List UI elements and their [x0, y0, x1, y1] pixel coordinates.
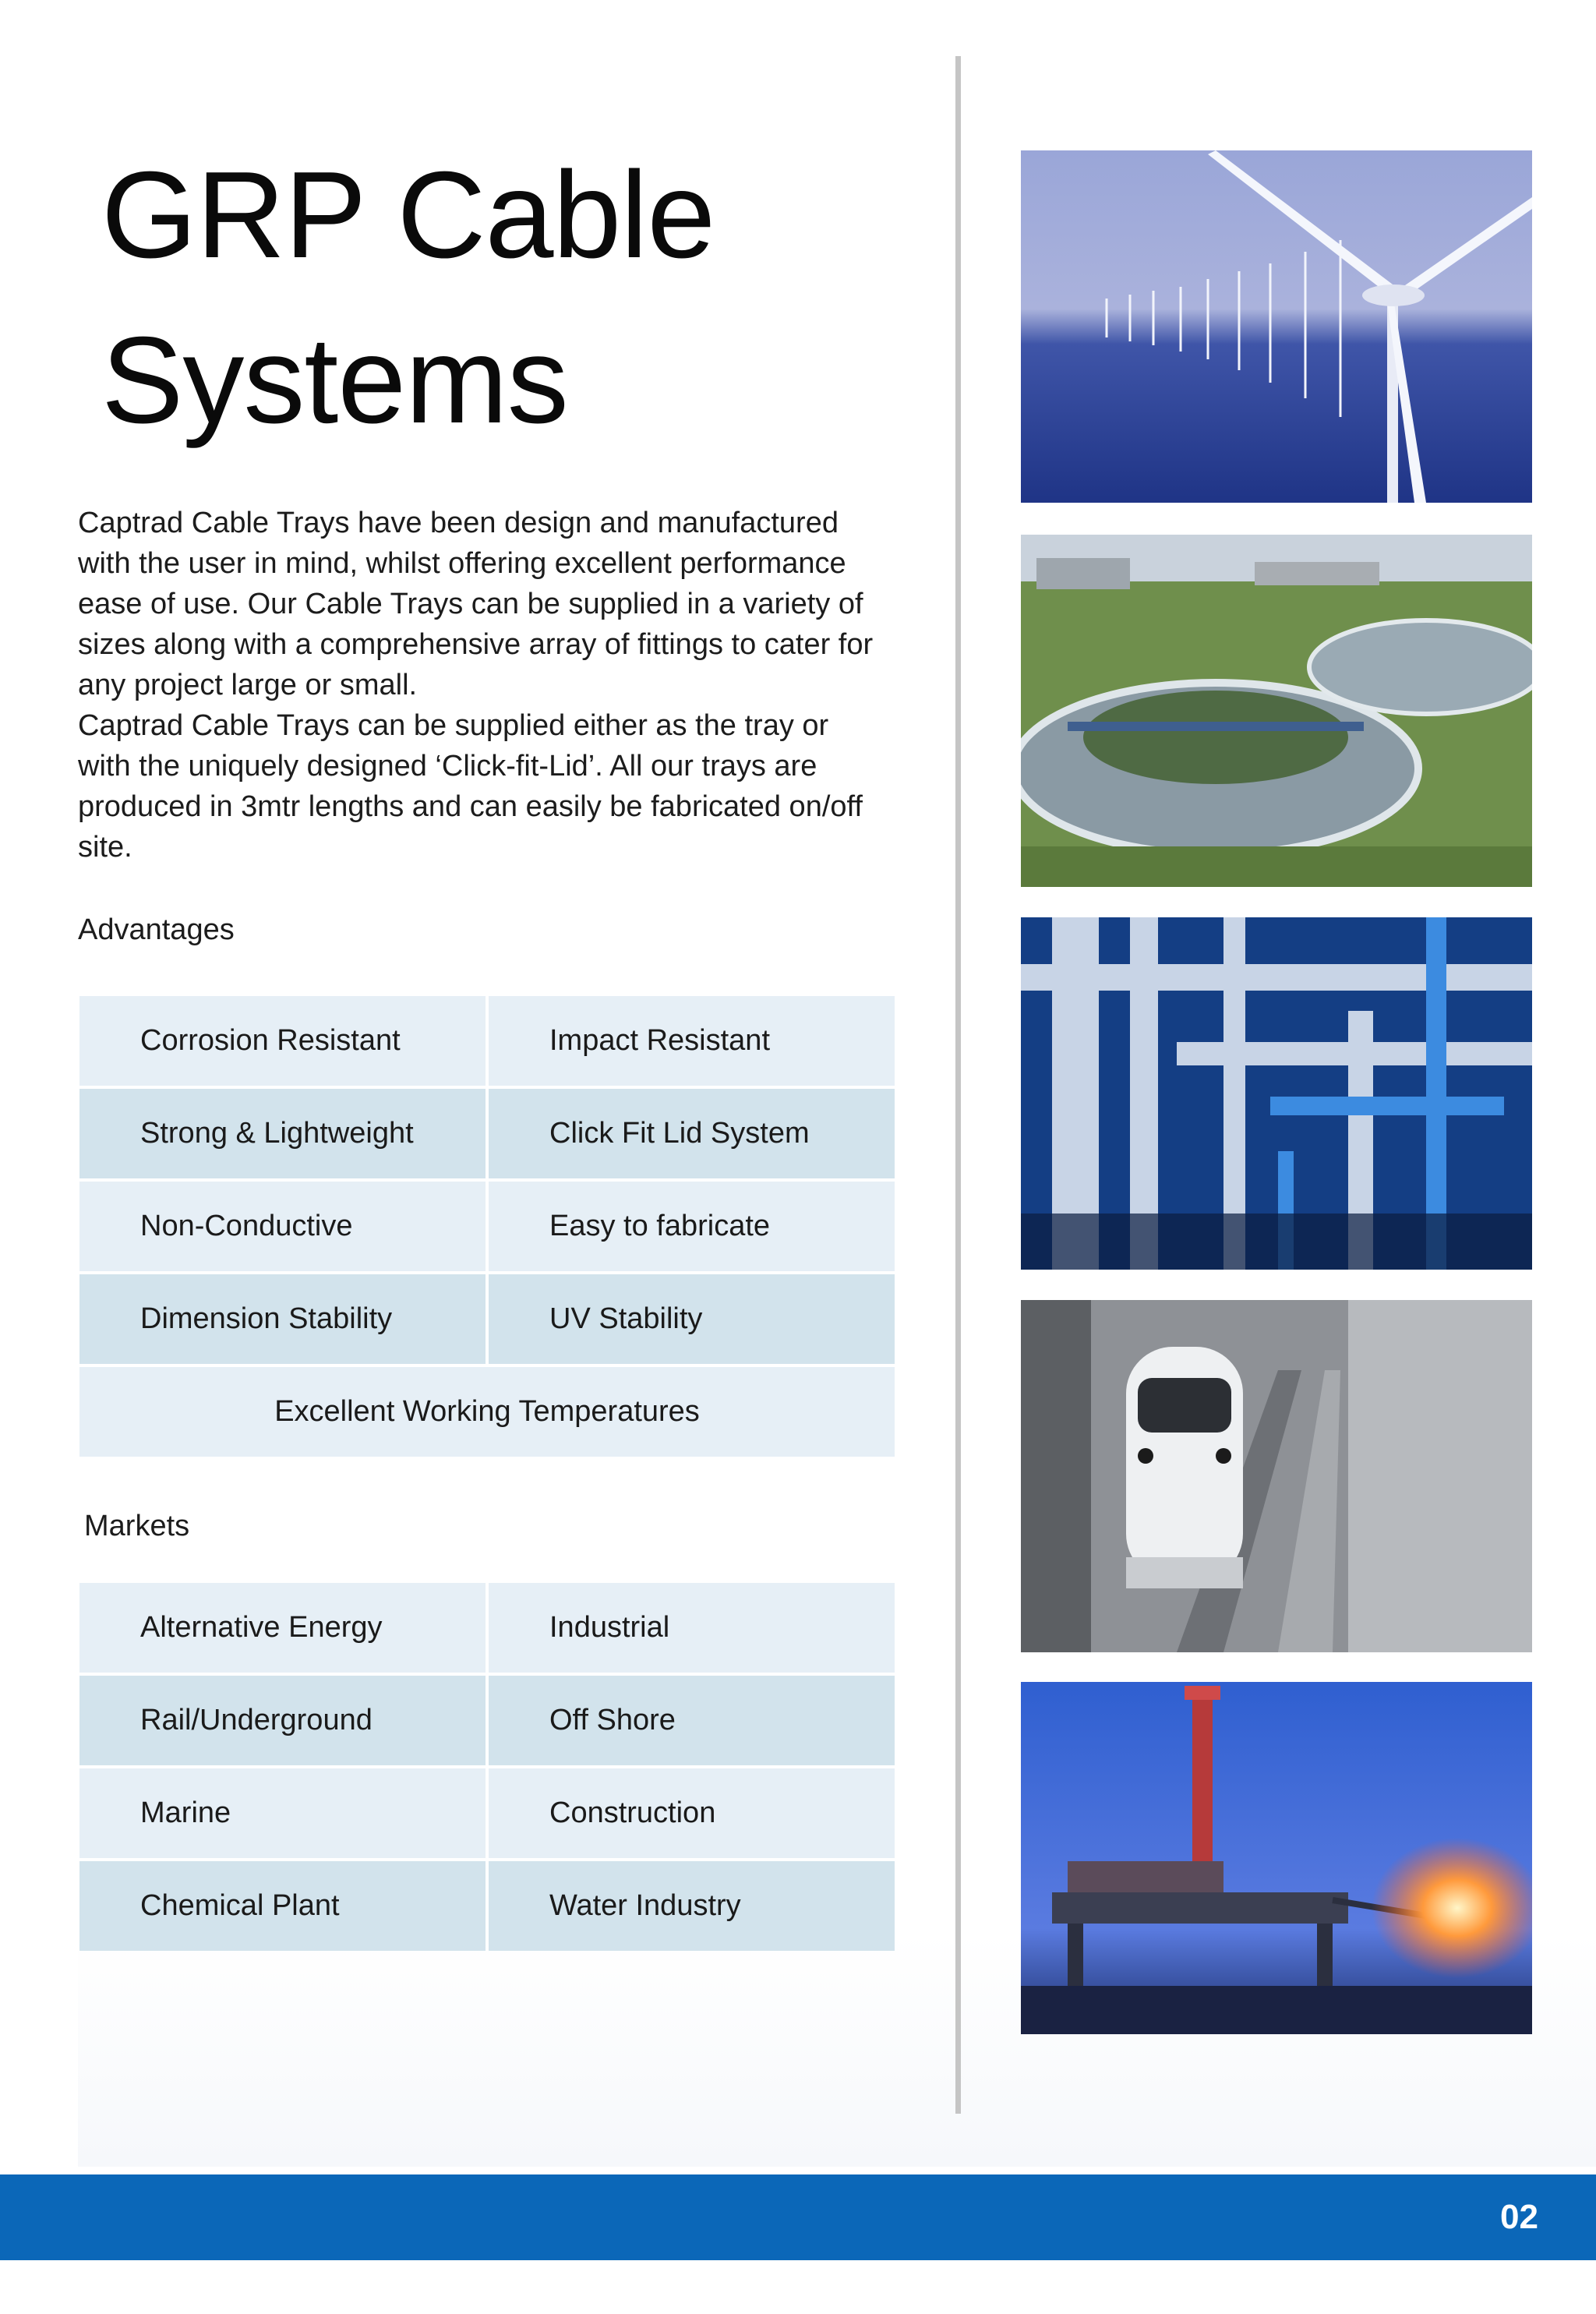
page-title: [101, 132, 881, 463]
photo-industrial-pipework: [1021, 917, 1532, 1270]
advantages-cell: Dimension Stability: [79, 1274, 486, 1364]
markets-heading: Markets: [84, 1510, 190, 1542]
advantages-cell: Non-Conductive: [79, 1182, 486, 1271]
markets-cell: Construction: [489, 1768, 895, 1858]
markets-cell: Water Industry: [489, 1861, 895, 1951]
photo-offshore-oil-rig-flare: [1021, 1682, 1532, 2034]
markets-cell: Chemical Plant: [79, 1861, 486, 1951]
column-divider: [955, 56, 961, 2114]
footer-bar: [0, 2174, 1596, 2260]
advantages-cell: Corrosion Resistant: [79, 996, 486, 1086]
page-title-line-1: GRP Cable: [101, 147, 715, 284]
advantages-cell: Click Fit Lid System: [489, 1089, 895, 1178]
intro-text: [78, 503, 881, 867]
advantages-table: [79, 996, 895, 1457]
photo-water-treatment-plant: [1021, 535, 1532, 887]
intro-paragraph-2: Captrad Cable Trays can be supplied either as the tray or with the uniquely designed ‘Click-fit-Lid’. All our trays are produced in 3mtr lengths and can easily be fabricated on/off site.: [78, 709, 863, 864]
markets-cell: Rail/Underground: [79, 1676, 486, 1765]
markets-cell: Alternative Energy: [79, 1583, 486, 1673]
photo-rail-transit-vehicle: [1021, 1300, 1532, 1652]
advantages-heading: Advantages: [78, 913, 235, 946]
page-title-line-2: Systems: [101, 312, 568, 449]
advantages-cell: Impact Resistant: [489, 996, 895, 1086]
intro-paragraph-1: Captrad Cable Trays have been design and manufactured with the user in mind, whilst offering excellent performance ease of use. Our Cable Trays can be supplied in a variety of sizes along with a comprehensive array of fittings to cater for any project large or small.: [78, 507, 874, 701]
photo-offshore-wind-turbines: [1021, 150, 1532, 503]
markets-table: [79, 1583, 895, 1951]
markets-cell: Off Shore: [489, 1676, 895, 1765]
advantages-cell: UV Stability: [489, 1274, 895, 1364]
advantages-cell: Strong & Lightweight: [79, 1089, 486, 1178]
markets-cell: Industrial: [489, 1583, 895, 1673]
markets-cell: Marine: [79, 1768, 486, 1858]
advantages-cell: Easy to fabricate: [489, 1182, 895, 1271]
advantages-cell-wide: Excellent Working Temperatures: [79, 1367, 895, 1457]
page-number: 02: [1500, 2198, 1538, 2236]
